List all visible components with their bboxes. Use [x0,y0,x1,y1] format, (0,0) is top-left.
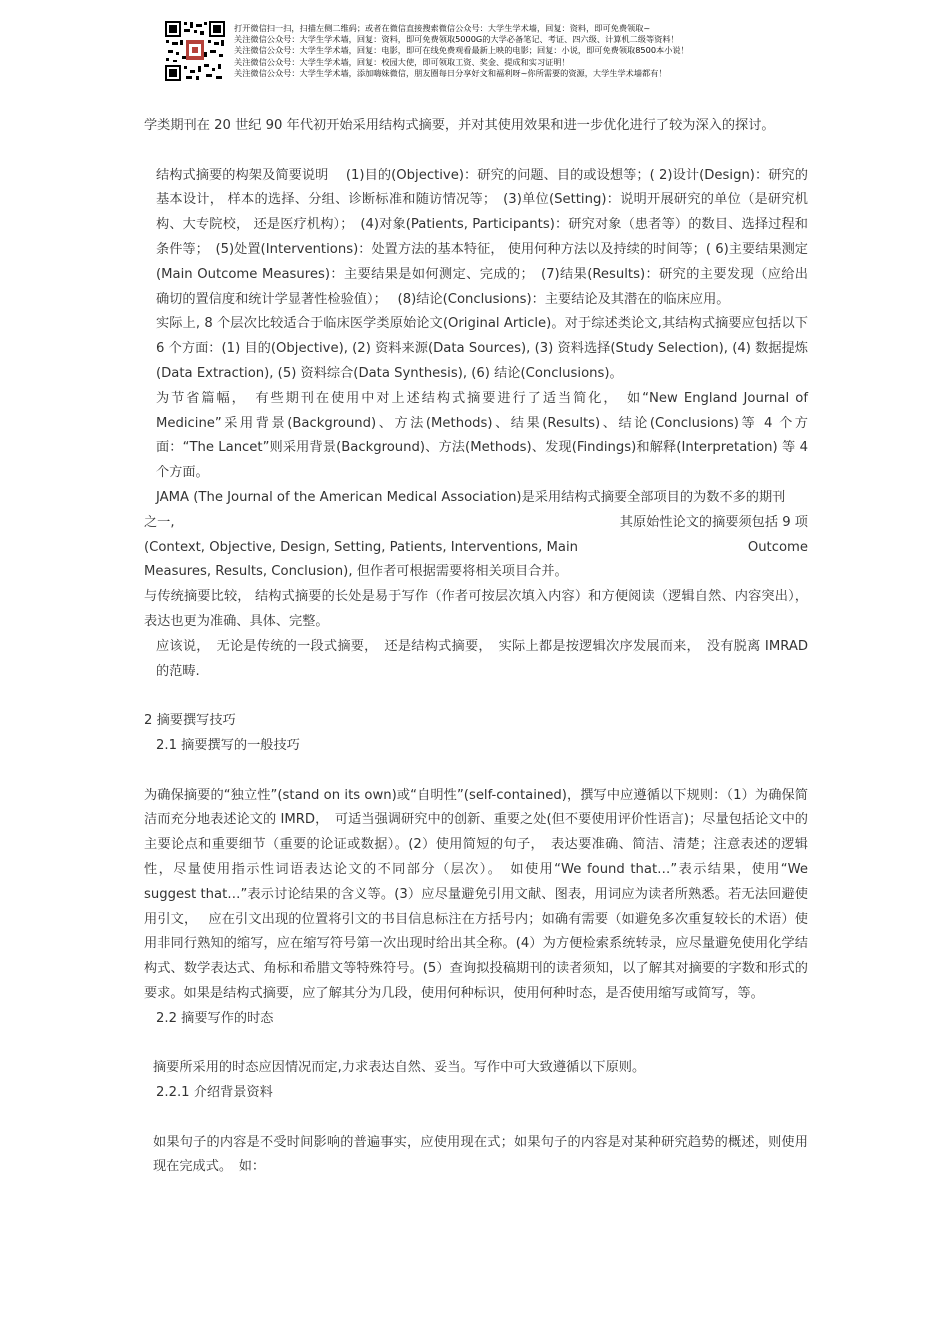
paragraph-imrad: 应该说， 无论是传统的一段式摘要， 还是结构式摘要， 实际上都是按逻辑次序发展而来， 没有脱离 IMRAD 的范畴. [156,638,808,679]
banner-line: 关注微信公众号：大学生学术墙，回复：资料，即可免费领取5000G的大学必备笔记、考证、四六级、计算机二级等资料！ [234,34,679,45]
paragraph-jama-line3 [144,536,808,561]
paragraph-rules: 为确保摘要的“独立性”(stand on its own)或“自明性”(self-contained)，撰写中应遵循以下规则：（1）为确保简洁而充分地表述论文的 IMRD， 可适当强调研究中的创新、重要之处(但不要使用评价性语言)；尽量包括论文中的主要论点和重要细节（重要的论证或数据）。(2）使用简短的句子， 表达要准确、简洁、清楚；注意表述的逻辑性，尽量使用指示性词语表达论文的不同部分（层次）。 如使用“We found that…”表示结果，使用“We suggest that…”表示讨论结果的含义等。(3）应尽量避免引用文献、图表，用词应为读者所熟悉。若无法回避使用引文， 应在引文出现的位置将引文的书目信息标注在方括号内；如确有需要（如避免多次重复较长的术语）使用非同行熟知的缩写，应在缩写符号第一次出现时给出其全称。(4）为方便检索系统转录，应尽量避免使用化学结构式、数学表达式、角标和希腊文等特殊符号。(5）查询拟投稿期刊的读者须知，以了解其对摘要的字数和形式的要求。如果是结构式摘要，应了解其分为几段，使用何种标识，使用何种时态，是否使用缩写或简写，等。 [144,787,808,1001]
jama-line3-right: Outcome [747,539,808,555]
jama-line2-right: 其原始性论文的摘要须包括 9 项 [619,514,808,530]
paragraph-intro: 学类期刊在 20 世纪 90 年代初开始采用结构式摘要，并对其使用效果和进一步优化进行了较为深入的探讨。 [144,118,775,133]
section-heading-2-2: 2.2 摘要写作的时态 [156,1010,274,1026]
paragraph-jama-line2 [144,511,808,536]
banner-text [234,23,689,79]
article-body [144,114,808,1180]
paragraph-tense: 摘要所采用的时态应因情况而定,力求表达自然、妥当。写作中可大致遵循以下原则。 [153,1060,646,1076]
paragraph-structure: 结构式摘要的构架及简要说明 (1)目的(Objective)：研究的问题、目的或设想等；( 2)设计(Design)：研究的基本设计， 样本的选择、分组、诊断标准和随访情况等； (3)单位(Setting)：说明开展研究的单位（是研究机构、大专院校， 还是医疗机构）； (4)对象(Patients, Participants)：研究对象（患者等）的数目、选择过程和条件等； (5)处置(Interventions)：处置方法的基本特征， 使用何种方法以及持续的时间等；( 6)主要结果测定(Main Outcome Measures)：主要结果是如何测定、完成的； (7)结果(Results)：研究的主要发现（应给出确切的置信度和统计学显著性检验值）； (8)结论(Conclusions)：主要结论及其潜在的临床应用。 [156,167,808,307]
paragraph-background: 如果句子的内容是不受时间影响的普遍事实，应使用现在式；如果句子的内容是对某种研究趋势的概述，则使用现在完成式。 如： [153,1134,808,1175]
qr-code-icon[interactable] [164,20,226,82]
section-heading-2: 2 摘要撰写技巧 [144,713,236,729]
jama-line3-left: (Context, Objective, Design, Setting, Patients, Interventions, Main [144,539,579,555]
jama-line2-left: 之一, [144,514,175,530]
paragraph-simplify: 为节省篇幅， 有些期刊在使用中对上述结构式摘要进行了适当简化， 如“New England Journal of Medicine”采用背景(Background)、方法(Methods)、结果(Results)、结论(Conclusions)等 4 个方面：“The Lancet”则采用背景(Background)、方法(Methods)、发现(Findings)和解释(Interpretation) 等 4 个方面。 [156,390,808,481]
banner-line: 关注微信公众号：大学生学术墙，添加嗨妹微信，朋友圈每日分享好文和福利呀~你所需要的资源，大学生学术墙都有！ [234,67,667,78]
promo-banner [164,20,764,86]
paragraph-jama-line1: JAMA (The Journal of the American Medical Association)是采用结构式摘要全部项目的为数不多的期刊 [156,489,786,505]
paragraph-jama-line4: Measures, Results, Conclusion), 但作者可根据需要将相关项目合并。 [144,564,568,580]
paragraph-eight-levels: 实际上, 8 个层次比较适合于临床医学类原始论文(Original Article)。对于综述类论文,其结构式摘要应包括以下 6 个方面：(1) 目的(Objective), (2) 资料来源(Data Sources), (3) 资料选择(Study Selection), (4) 数据提炼(Data Extraction), (5) 资料综合(Data Synthesis), (6) 结论(Conclusions)。 [156,316,808,381]
banner-line: 关注微信公众号：大学生学术墙，回复：电影，即可在线免费观看最新上映的电影；回复：小说，即可免费领取8500本小说！ [234,45,689,56]
paragraph-compare: 与传统摘要比较， 结构式摘要的长处是易于写作（作者可按层次填入内容）和方便阅读（逻辑自然、内容突出），表达也更为准确、具体、完整。 [144,589,808,629]
banner-line: 打开微信扫一扫，扫描左侧二维码；或者在微信直接搜索微信公众号：大学生学术墙，回复：资料，即可免费领取~ [234,23,651,33]
banner-line: 关注微信公众号：大学生学术墙，回复：校园大使，即可领取工资、奖金、提成和实习证明！ [234,56,570,67]
section-heading-2-1: 2.1 摘要撰写的一般技巧 [156,737,300,753]
section-heading-2-2-1: 2.2.1 介绍背景资料 [156,1085,273,1101]
